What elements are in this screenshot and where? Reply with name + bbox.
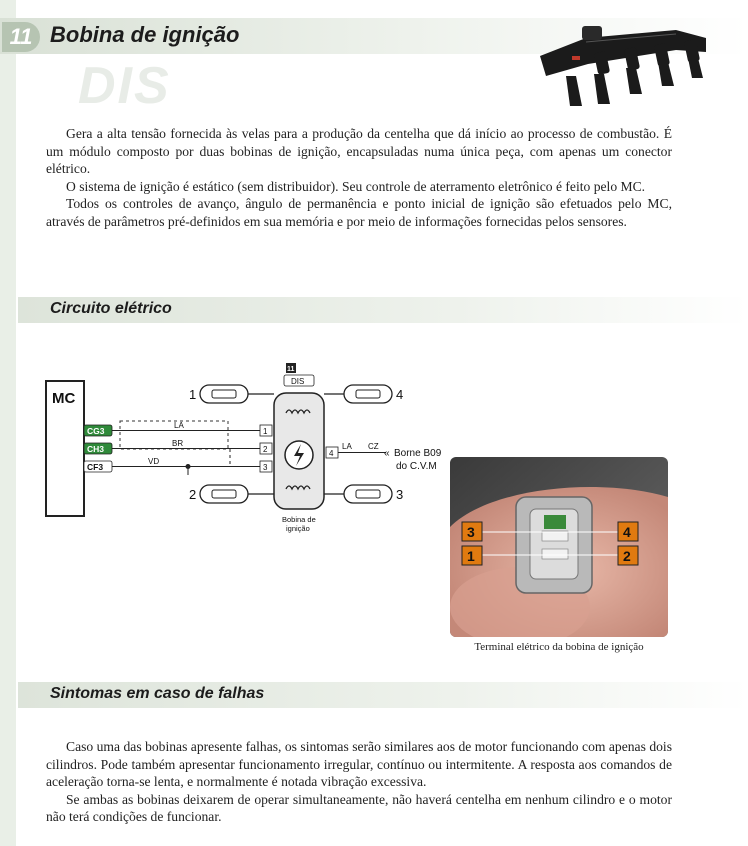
out-wire-la: LA — [342, 442, 352, 451]
wire-label-la: LA — [174, 421, 184, 430]
coil-pin-4: 4 — [329, 449, 334, 458]
coil-pin-1: 1 — [263, 427, 268, 436]
spark-plug-2-icon — [200, 485, 274, 503]
circuit-diagram — [40, 355, 460, 540]
symptoms-paragraph-2: Se ambas as bobinas deixarem de operar simultaneamente, não haverá centelha em nenhum cilindro e o motor não terá condições de funcionar. — [46, 791, 672, 824]
spark-plug-4-icon — [324, 385, 392, 403]
terminal-label-2: do C.V.M — [396, 461, 437, 472]
section-header-symptoms — [18, 682, 748, 708]
intro-text — [46, 125, 672, 230]
watermark-dis: DIS — [78, 57, 171, 115]
mc-pin-cf3: CF3 — [87, 462, 104, 472]
intro-paragraph-2: O sistema de ignição é estático (sem distribuidor). Seu controle de aterramento eletrônico é feito pelo MC. — [66, 178, 646, 194]
dis-badge: 11 — [287, 366, 295, 373]
wire-label-vd: VD — [148, 457, 160, 466]
spark-plug-3-icon — [324, 485, 392, 503]
section-header-circuit — [18, 297, 748, 323]
photo-pin-label-1: 1 — [467, 548, 475, 564]
left-margin-strip — [0, 0, 16, 846]
coil-pin-3: 3 — [263, 463, 268, 472]
spark-plug-1-icon — [200, 385, 274, 403]
wire-label-br: BR — [172, 439, 184, 448]
terminal-label-1: Borne B09 — [394, 448, 442, 459]
dis-label: DIS — [291, 377, 305, 386]
connector-photo — [450, 457, 668, 637]
spark-plug-3-label: 3 — [396, 487, 404, 502]
photo-caption: Terminal elétrico da bobina de ignição — [474, 641, 644, 653]
section-title-circuit: Circuito elétrico — [50, 300, 172, 317]
intro-paragraph-1: Gera a alta tensão fornecida às velas para a produção da centelha que dá início ao processo de combustão. É um módulo composto por duas bobinas de ignição, encapsuladas numa única peça, com apenas um conector elétrico. — [46, 126, 672, 176]
mc-pin-ch3: CH3 — [87, 444, 105, 454]
spark-plug-4-label: 4 — [396, 387, 404, 402]
chapter-number: 11 — [2, 22, 40, 52]
page-title: Bobina de ignição — [50, 22, 240, 47]
spark-plug-1-label: 1 — [189, 387, 197, 402]
symptoms-text — [46, 738, 672, 826]
photo-pin-label-2: 2 — [623, 548, 631, 564]
coil-label-2: ignição — [286, 524, 310, 533]
spark-plug-2-label: 2 — [189, 487, 197, 502]
photo-pin-label-3: 3 — [467, 524, 475, 540]
section-title-symptoms: Sintomas em caso de falhas — [50, 685, 265, 702]
mc-pin-cg3: CG3 — [87, 426, 105, 436]
coil-pin-2: 2 — [263, 445, 268, 454]
intro-paragraph-3: Todos os controles de avanço, ângulo de permanência e ponto inicial de ignição são efetuados pelo MC, através de parâmetros pré-definidos em sua memória e por meio de informações fornecidas pelos sensores. — [46, 196, 672, 229]
out-wire-cz: CZ — [368, 442, 379, 451]
coil-pack-image — [526, 20, 726, 112]
connector-arrow-icon: « — [384, 448, 390, 459]
coil-label-1: Bobina de — [282, 515, 316, 524]
photo-pin-label-4: 4 — [623, 524, 631, 540]
mc-label: MC — [52, 390, 76, 407]
symptoms-paragraph-1: Caso uma das bobinas apresente falhas, os sintomas serão similares aos de motor funcionando com apenas dois cilindros. Pode também apresentar funcionamento irregular, contínuo ou intermitente. A resposta aos comandos de aceleração torna-se lenta, e normalmente é notada vibração excessiva. — [46, 739, 672, 789]
